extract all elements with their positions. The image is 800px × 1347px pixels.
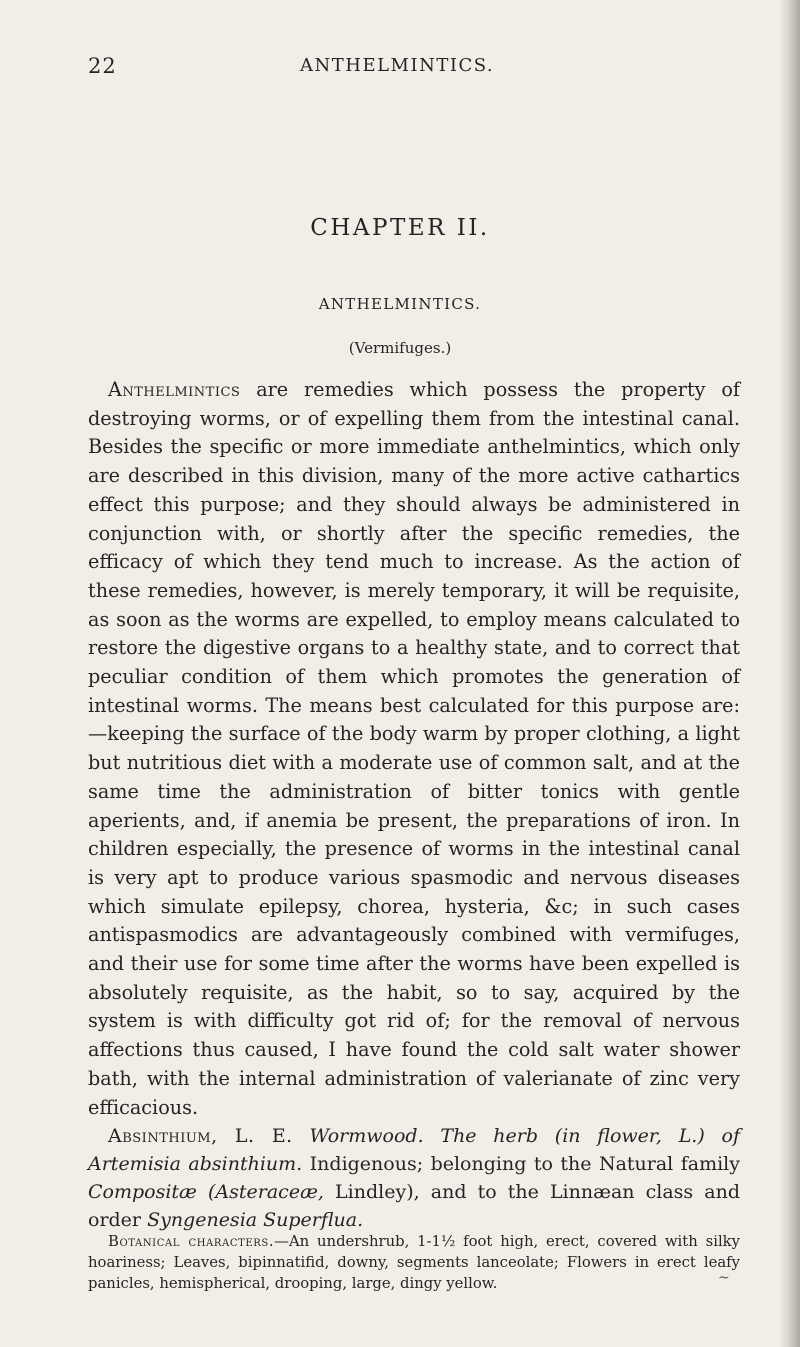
section-subtitle: (Vermifuges.) — [348, 339, 452, 357]
page-number: 22 — [88, 54, 117, 78]
lead-word: Anthelmintics — [108, 378, 241, 401]
botanical-characters — [88, 1231, 740, 1294]
section-title: ANTHELMINTICS. — [318, 295, 482, 313]
body-text: are remedies which possess the property of destroying worms, or of expelling them from the intestinal canal. Besides the specific or more immediate anthelmintics, which only are described in this division, many of the more active cathartics effect this purpose; and they should always be administered in conjunction with, or shortly after the specific remedies, the efficacy of which they tend much to increase. As the action of these remedies, however, is merely temporary, it will be requisite, as soon as the worms are expelled, to employ means calculated to restore the digestive organs to a healthy state, and to correct that peculiar condition of them which promotes the generation of intestinal worms. The means best calculated for this purpose are:—keeping the surface of the body warm by proper clothing, a light but nutritious diet with a moderate use of common salt, and at the same time the administration of bitter tonics with gentle aperients, and, if anemia be present, the preparations of iron. In children especially, the presence of worms in the intestinal canal is very apt to produce various spasmodic and nervous diseases which simulate epilepsy, chorea, hysteria, &c; in such cases antispasmodics are advantageously combined with vermifuges, and their use for some time after the worms have been expelled is absolutely requisite, as the habit, so to say, acquired by the system is with difficulty got rid of; for the removal of nervous affections thus caused, I have found the cold salt water shower bath, with the internal administration of valerianate of zinc very efficacious. — [88, 378, 740, 1119]
page-edge-shadow — [778, 0, 800, 1347]
entry-species: Artemisia absinthium. — [88, 1153, 303, 1175]
entry-order: Syngenesia Superflua. — [147, 1209, 364, 1231]
entry-text-2: Lindley), and to the Linnæan class and order — [88, 1181, 740, 1231]
body-paragraph — [88, 376, 740, 1122]
chapter-title: CHAPTER II. — [310, 215, 490, 241]
entry-text-1: Indigenous; belonging to the Natural family — [302, 1153, 740, 1175]
footer-mark: ~ — [718, 1270, 730, 1286]
running-head: ANTHELMINTICS. — [300, 55, 495, 76]
botanical-label: Botanical characters. — [108, 1233, 275, 1250]
botanical-text: —An undershrub, 1-1½ foot high, erect, covered with silky hoariness; Leaves, bipinnatifid, downy, segments lanceolate; Flowers in erect leafy panicles, hemispherical, drooping, large, dingy yellow. — [88, 1233, 740, 1292]
entry-name: Absinthium, L. E. — [108, 1125, 293, 1147]
entry-herb-note: The herb (in flower, L.) of — [440, 1125, 740, 1147]
entry-family: Compositæ (Asteraceæ, — [88, 1181, 324, 1203]
drug-entry — [88, 1122, 740, 1234]
entry-common-name: Wormwood. — [309, 1125, 424, 1147]
